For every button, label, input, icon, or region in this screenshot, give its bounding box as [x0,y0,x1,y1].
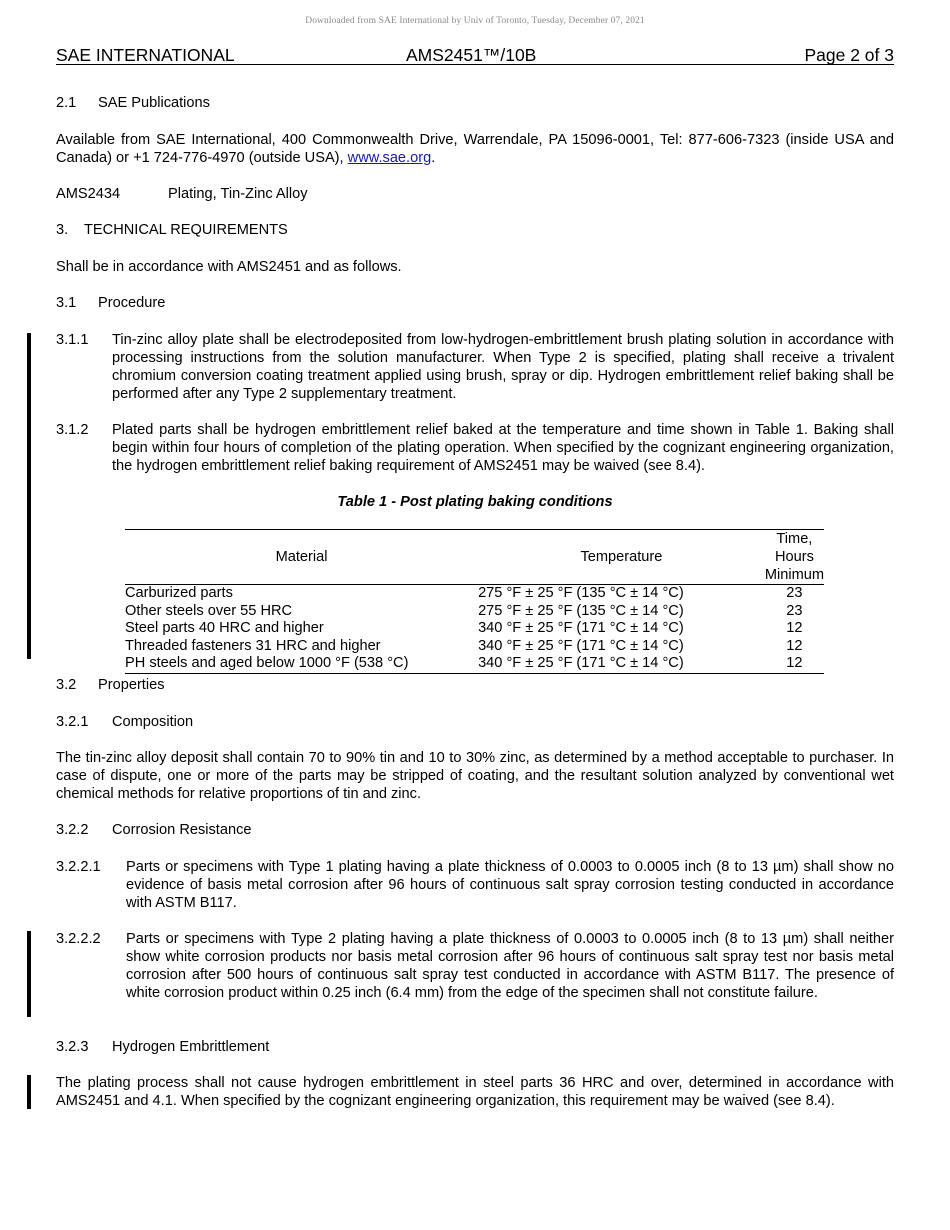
section-3-2-number: 3.2 [56,677,77,693]
section-3-1-1-number: 3.1.1 [56,332,89,348]
change-bar-type2-corrosion [27,931,31,1017]
availability-text: Available from SAE International, 400 Commonwealth Drive, Warrendale, PA 15096-0001, Tel: 877-606-7323 (inside USA and Canada) or +1 724-776-4970 (outside USA), [56,132,894,166]
table-row [125,603,824,621]
section-3-2-1-title: Composition [112,714,194,730]
download-watermark: Downloaded from SAE International by Univ of Toronto, Tuesday, December 07, 2021 [305,16,645,26]
table-1-caption: Table 1 - Post plating baking conditions [337,494,613,510]
hydrogen-paragraph: The plating process shall not cause hydrogen embrittlement in steel parts 36 HRC and over, determined in accordance with AMS2451 and 4.1. When specified by the cognizant engineering organization, this requirement may be waived (see 8.4). [56,1075,894,1109]
table-cell-time: 12 [786,637,803,654]
section-3-number: 3. [56,222,69,238]
table-cell-time: 12 [786,620,803,637]
header-page-number: Page 2 of 3 [804,45,894,65]
section-3-1-2-number: 3.1.2 [56,422,89,438]
table-cell-material: PH steels and aged below 1000 °F (538 °C) [125,655,478,673]
table-cell-material: Other steels over 55 HRC [125,602,293,619]
table-header-time [765,530,824,585]
table-cell-material: Threaded fasteners 31 HRC and higher [125,637,381,654]
section-3-1-1-text: Tin-zinc alloy plate shall be electrodeposited from low-hydrogen-embrittlement brush plating solution in accordance with processing instructions from the solution manufacturer. When Type 2 is specified, plating shall receive a trivalent chromium conversion coating treatment applied using brush, spray or dip. Hydrogen embrittlement relief baking shall be performed after any Type 2 supplementary treatment. [112,332,894,402]
section-3-2-2-1-text: Parts or specimens with Type 1 plating having a plate thickness of 0.0003 to 0.0005 inch (8 to 13 µm) shall show no evidence of basis metal corrosion after 96 hours of continuous salt spray corrosion testing conducted in accordance with ASTM B117. [126,859,894,911]
header-doc-number: AMS2451™/10B [406,45,537,65]
header-rule [56,64,894,65]
section-3-2-2-number: 3.2.2 [56,822,89,838]
section-3-2-2-2-number: 3.2.2.2 [56,931,101,947]
section-3-2-3-title: Hydrogen Embrittlement [112,1039,270,1055]
reference-title: Plating, Tin-Zinc Alloy [168,186,308,202]
section-3-1-number: 3.1 [56,295,77,311]
section-3-title: TECHNICAL REQUIREMENTS [84,222,288,238]
table-cell-temperature: 340 °F ± 25 °F (171 °C ± 14 °C) [478,655,765,673]
reference-code: AMS2434 [56,186,121,202]
table-header-time-line2: Minimum [764,567,824,583]
table-cell-temperature: 340 °F ± 25 °F (171 °C ± 14 °C) [478,637,684,654]
table-cell-material: Steel parts 40 HRC and higher [125,620,324,637]
table-header-material: Material [125,530,478,585]
availability-end: . [431,150,436,166]
section-3-intro: Shall be in accordance with AMS2451 and as follows. [56,259,402,275]
section-2-1-number: 2.1 [56,95,77,111]
section-3-2-3-number: 3.2.3 [56,1039,89,1055]
table-cell-temperature: 275 °F ± 25 °F (135 °C ± 14 °C) [478,585,684,601]
table-cell-temperature: 275 °F ± 25 °F (135 °C ± 14 °C) [478,602,684,619]
section-3-2-2-title: Corrosion Resistance [112,822,252,838]
section-3-1-title: Procedure [98,295,166,311]
section-3-1-2-text: Plated parts shall be hydrogen embrittlement relief baked at the temperature and time shown in Table 1. Baking shall begin within four hours of completion of the plating operation. When specified by the cognizant engineering organization, the hydrogen embrittlement relief baking requirement of AMS2451 may be waived (see 8.4). [112,422,894,474]
table-row [125,585,824,603]
table-cell-material: Carburized parts [125,585,233,601]
table-header-temperature: Temperature [478,530,765,585]
table-header-time-line1: Time, Hours [774,531,814,565]
availability-paragraph [56,131,894,167]
section-3-2-2-1-number: 3.2.2.1 [56,859,101,875]
composition-paragraph: The tin-zinc alloy deposit shall contain 70 to 90% tin and 10 to 30% zinc, as determined by a method acceptable to purchaser. In case of dispute, one or more of the parts may be stripped of coating, and the resultant solution analyzed by conventional wet chemical methods for relative proportions of tin and zinc. [56,750,894,802]
section-2-1-title: SAE Publications [98,95,210,111]
table-cell-temperature: 340 °F ± 25 °F (171 °C ± 14 °C) [478,620,684,637]
table-1 [125,529,824,674]
table-row [125,655,824,673]
change-bar-hydrogen [27,1075,31,1109]
section-3-2-2-2-text: Parts or specimens with Type 2 plating having a plate thickness of 0.0003 to 0.0005 inch (8 to 13 µm) shall neither show white corrosion products nor basis metal corrosion after 96 hours of continuous salt spray test nor basis metal corrosion after 500 hours of continuous salt spray test conducted in accordance with ASTM B117. The presence of white corrosion product within 0.25 inch (6.4 mm) from the edge of the specimen shall not constitute failure. [126,931,894,1001]
table-row [125,620,824,638]
section-3-2-1-number: 3.2.1 [56,714,89,730]
table-cell-time: 23 [786,602,803,619]
table-cell-time: 23 [786,585,803,601]
section-3-2-title: Properties [98,677,165,693]
header-org: SAE INTERNATIONAL [56,45,235,65]
sae-website-link[interactable]: www.sae.org [347,150,432,166]
table-row [125,638,824,656]
table-cell-time: 12 [765,655,824,673]
